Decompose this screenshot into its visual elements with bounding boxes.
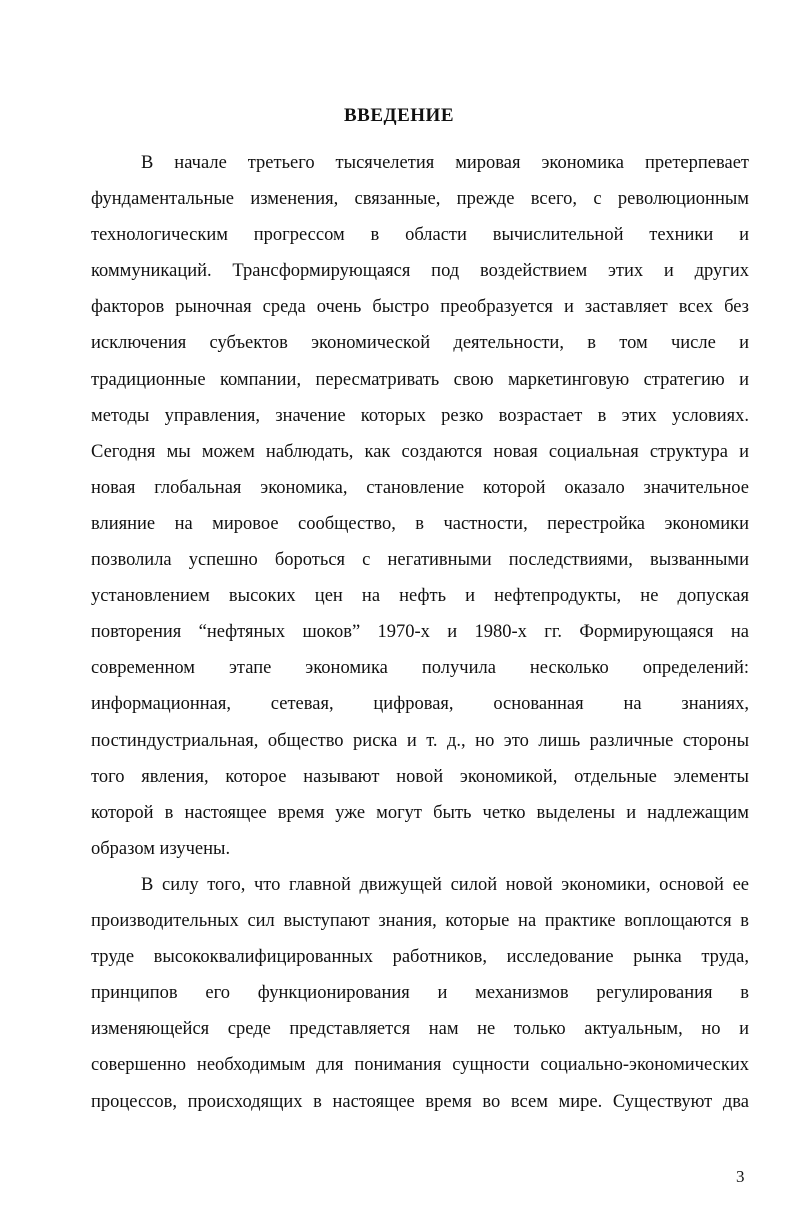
text-line: В начале третьего тысячелетия мировая экономика претерпевает xyxy=(141,153,749,173)
text-line: фундаментальные изменения, связанные, прежде всего, с революционным xyxy=(91,189,749,210)
text-line: В силу того, что главной движущей силой новой экономики, основой ее xyxy=(141,875,749,895)
text-line: установлением высоких цен на нефть и нефтепродукты, не допуская xyxy=(91,586,749,607)
text-line: повторения “нефтяных шоков” 1970-х и 1980-х гг. Формирующаяся на xyxy=(91,622,749,643)
text-line: информационная, сетевая, цифровая, основанная на знаниях, xyxy=(91,694,749,715)
text-line: новая глобальная экономика, становление которой оказало значительное xyxy=(91,477,749,498)
text-line: труде высококвалифицированных работников, исследование рынка труда, xyxy=(91,947,749,968)
text-line: факторов рыночная среда очень быстро преобразуется и заставляет всех без xyxy=(91,297,749,318)
text-line: того явления, которое называют новой экономикой, отдельные элементы xyxy=(91,766,749,787)
paragraph-1 xyxy=(91,150,749,872)
text-line: которой в настоящее время уже могут быть четко выделены и надлежащим xyxy=(91,802,749,823)
text-line: совершенно необходимым для понимания сущности социально-экономических xyxy=(91,1055,749,1076)
text-line: производительных сил выступают знания, которые на практике воплощаются в xyxy=(91,911,749,932)
text-line: современном этапе экономика получила несколько определений: xyxy=(91,658,749,679)
text-line: Сегодня мы можем наблюдать, как создаются новая социальная структура и xyxy=(91,441,749,462)
paragraph-2 xyxy=(91,872,749,1125)
text-line: традиционные компании, пересматривать свою маркетинговую стратегию и xyxy=(91,369,749,390)
text-line: процессов, происходящих в настоящее время во всем мире. Существуют два xyxy=(91,1091,749,1112)
text-line: технологическим прогрессом в области вычислительной техники и xyxy=(91,225,749,246)
text-line: постиндустриальная, общество риска и т. д., но это лишь различные стороны xyxy=(91,730,749,751)
text-line: методы управления, значение которых резко возрастает в этих условиях. xyxy=(91,405,749,426)
text-line: принципов его функционирования и механизмов регулирования в xyxy=(91,983,749,1004)
text-line: изменяющейся среде представляется нам не только актуальным, но и xyxy=(91,1019,749,1040)
text-line: влияние на мировое сообщество, в частности, перестройка экономики xyxy=(91,513,749,534)
text-line: коммуникаций. Трансформирующаяся под воздействием этих и других xyxy=(91,261,749,282)
page-number: 3 xyxy=(736,1167,745,1186)
text-line: исключения субъектов экономической деятельности, в том числе и xyxy=(91,333,749,354)
page-title: ВВЕДЕНИЕ xyxy=(344,105,454,126)
text-line: позволила успешно бороться с негативными последствиями, вызванными xyxy=(91,550,749,571)
text-line: образом изучены. xyxy=(91,838,231,859)
